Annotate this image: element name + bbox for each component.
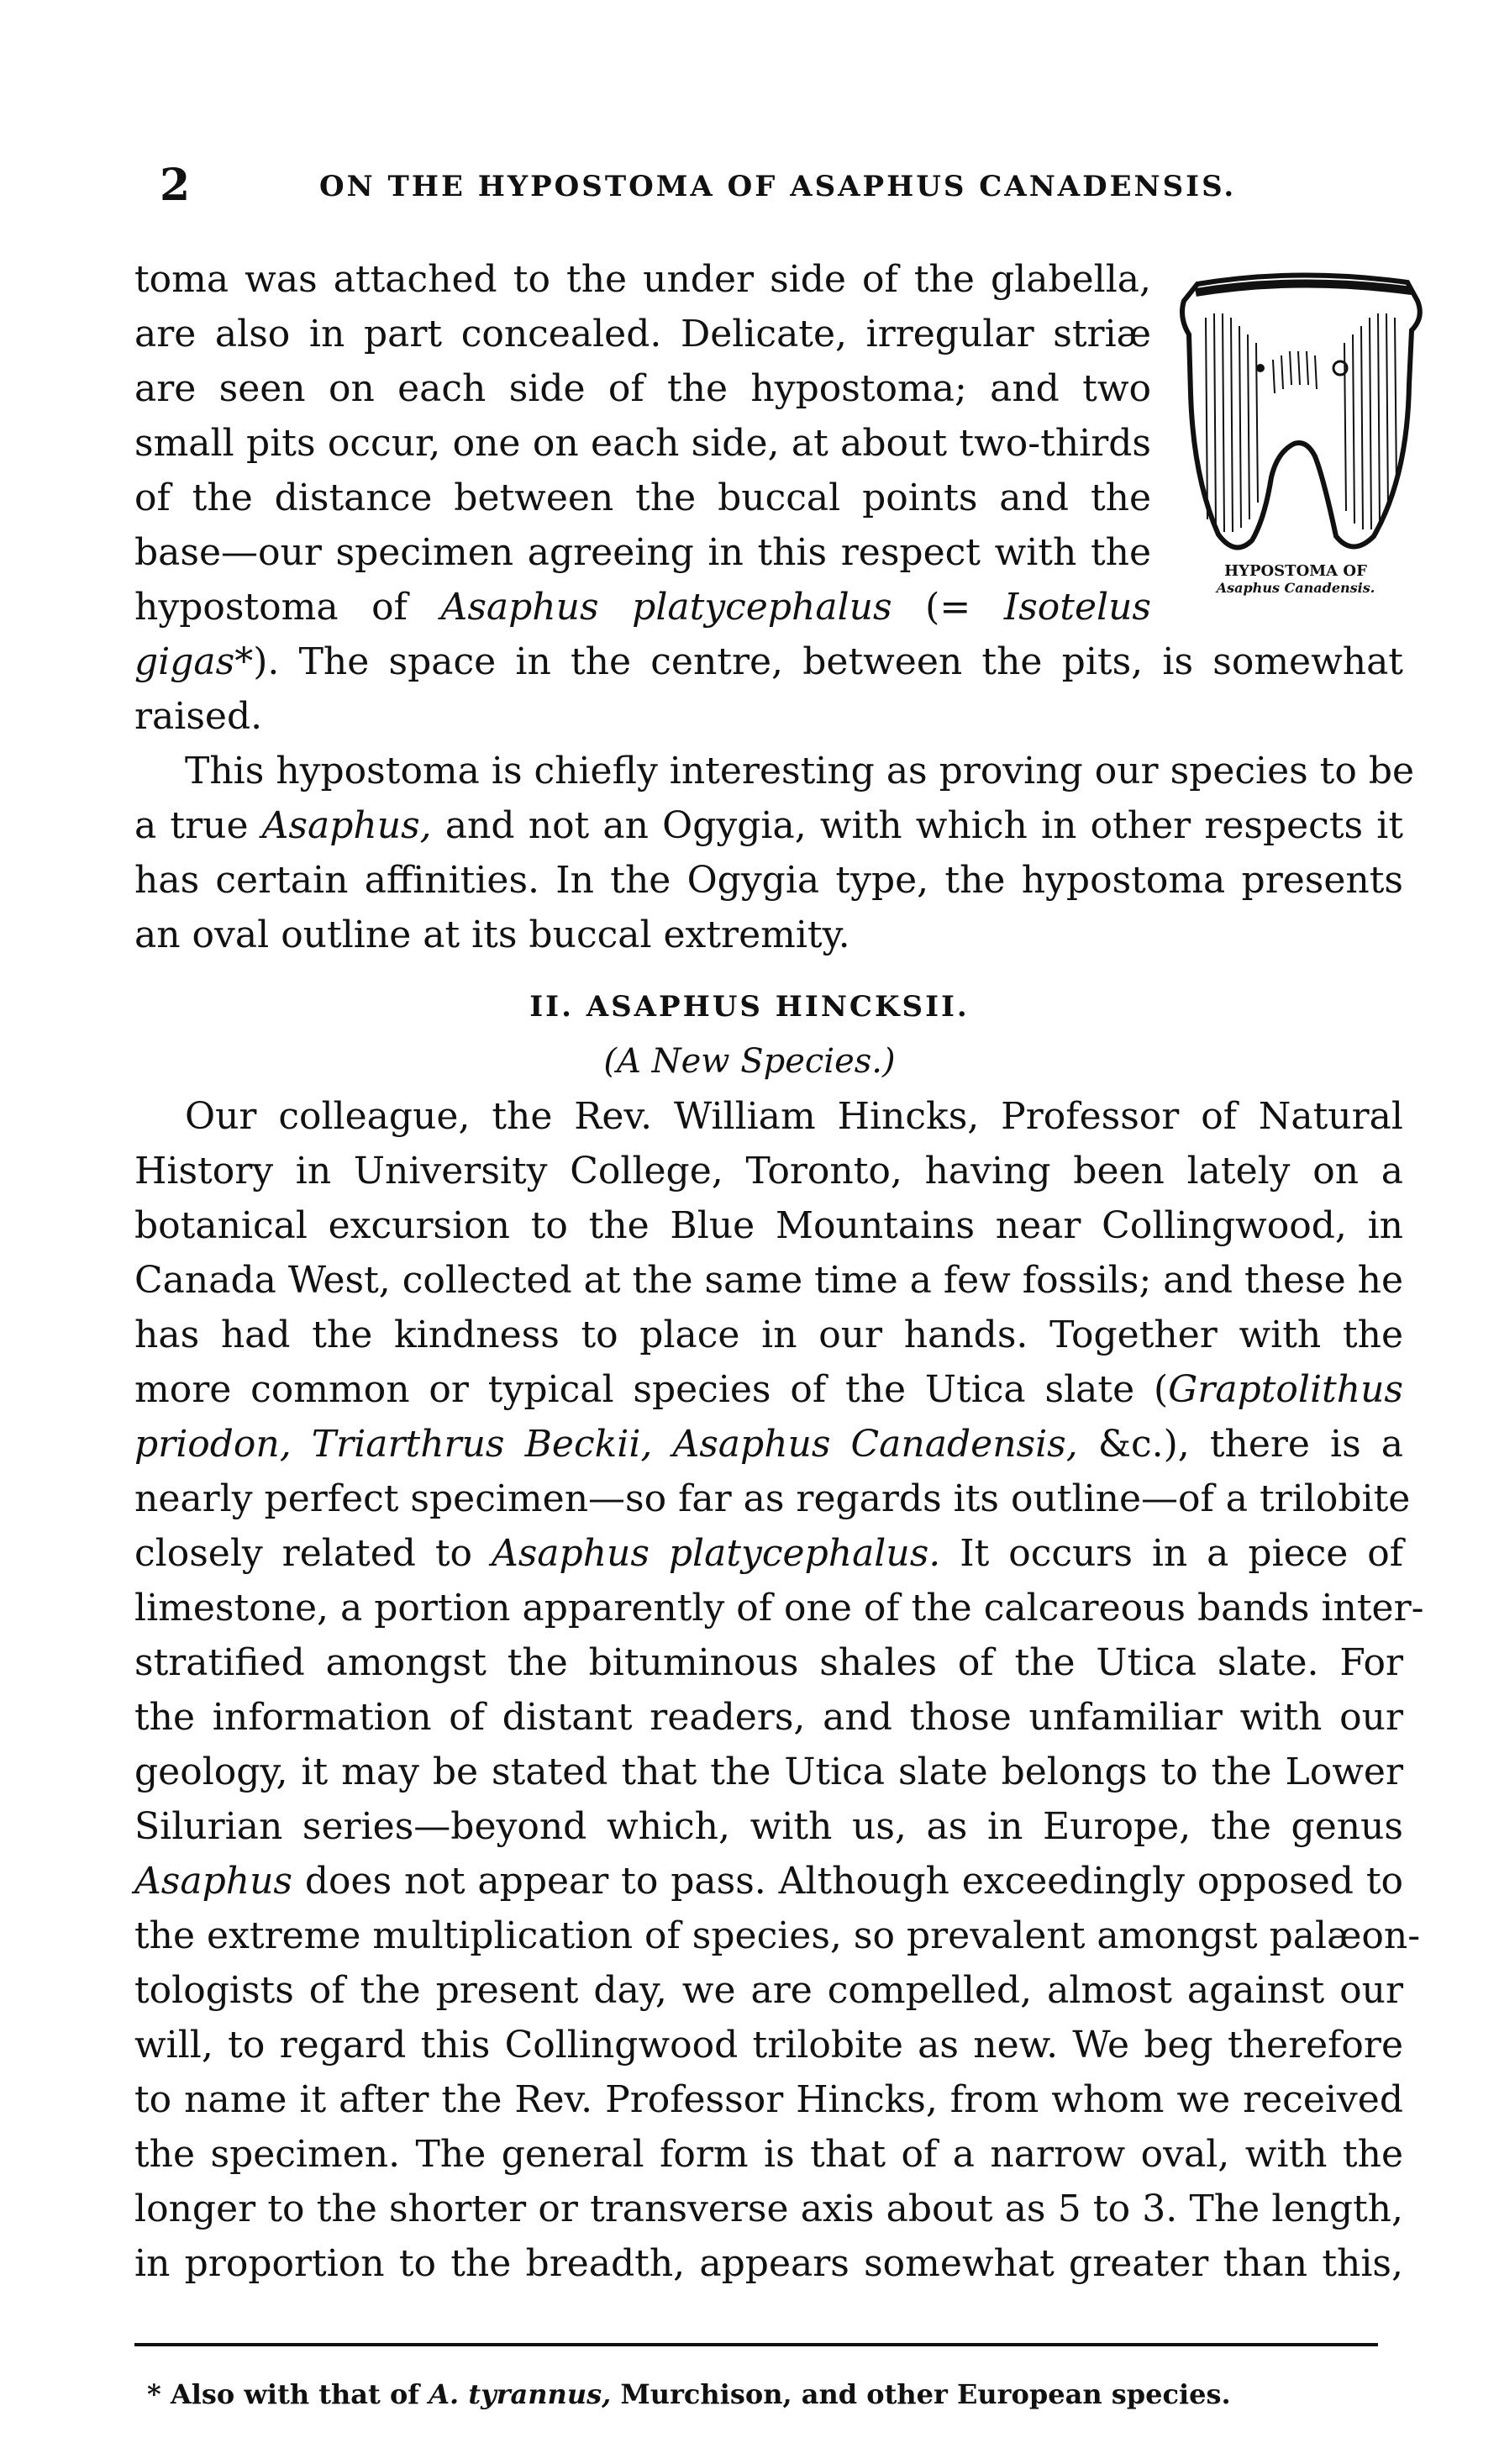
section-subheading: (A New Species.) bbox=[603, 1042, 896, 1081]
hypostoma-drawing bbox=[1172, 267, 1433, 570]
text-line: closely related to Asaphus platycephalus. It occurs in a piece of bbox=[134, 1532, 1403, 1575]
text-line: in proportion to the breadth, appears somewhat greater than this, bbox=[134, 2242, 1403, 2285]
text-line: of the distance between the buccal points and the bbox=[134, 476, 1151, 519]
figure-caption-species: Asaphus Canadensis. bbox=[1216, 580, 1375, 596]
page-header bbox=[160, 160, 1378, 210]
text-line: botanical excursion to the Blue Mountains near Collingwood, in bbox=[134, 1204, 1403, 1247]
text-line: gigas*). The space in the centre, between the pits, is somewhat bbox=[134, 640, 1403, 683]
text-line: hypostoma of Asaphus platycephalus (= Isotelus bbox=[134, 586, 1151, 629]
text-line: geology, it may be stated that the Utica slate belongs to the Lower bbox=[134, 1751, 1403, 1793]
text-line: are also in part concealed. Delicate, irregular striæ bbox=[134, 313, 1151, 355]
section-heading: II. ASAPHUS HINCKSII. bbox=[529, 990, 970, 1024]
text-line: Canada West, collected at the same time a few fossils; and these he bbox=[134, 1259, 1404, 1302]
text-line: Silurian series—beyond which, with us, as in Europe, the genus bbox=[134, 1805, 1403, 1848]
hypostoma-illustration bbox=[1172, 267, 1433, 570]
paragraph-1-continued bbox=[134, 634, 1415, 962]
text-line: tologists of the present day, we are compelled, almost against our bbox=[134, 1969, 1403, 2012]
text-line: toma was attached to the under side of the glabella, bbox=[134, 258, 1151, 301]
text-line: to name it after the Rev. Professor Hincks, from whom we received bbox=[134, 2078, 1403, 2121]
text-line: has certain affinities. In the Ogygia type, the hypostoma presents bbox=[134, 859, 1403, 902]
figure-caption-title: HYPOSTOMA OF bbox=[1224, 562, 1367, 580]
paragraph-1 bbox=[134, 252, 1151, 634]
figure-caption bbox=[1161, 563, 1430, 597]
text-line: the extreme multiplication of species, so prevalent amongst palæon- bbox=[134, 1914, 1421, 1957]
text-line: has had the kindness to place in our hands. Together with the bbox=[134, 1314, 1403, 1356]
page-number: 2 bbox=[160, 160, 191, 211]
footnote-divider bbox=[134, 2343, 1378, 2346]
paragraph-3 bbox=[134, 1089, 1424, 2291]
footnote: * Also with that of A. tyrannus, Murchison, and other European species. bbox=[147, 2378, 1231, 2410]
text-line: longer to the shorter or transverse axis about as 5 to 3. The length, bbox=[134, 2188, 1403, 2230]
text-line: Our colleague, the Rev. William Hincks, Professor of Natural bbox=[185, 1095, 1403, 1138]
text-line: raised. bbox=[134, 695, 263, 738]
text-line: an oval outline at its buccal extremity. bbox=[134, 913, 850, 956]
text-line: priodon, Triarthrus Beckii, Asaphus Canadensis, &c.), there is a bbox=[134, 1423, 1403, 1466]
text-line: History in University College, Toronto, having been lately on a bbox=[134, 1150, 1403, 1193]
text-line: base—our specimen agreeing in this respect with the bbox=[134, 531, 1151, 574]
running-title: ON THE HYPOSTOMA OF ASAPHUS CANADENSIS. bbox=[319, 170, 1237, 203]
text-line: more common or typical species of the Utica slate (Graptolithus bbox=[134, 1368, 1403, 1411]
text-line: small pits occur, one on each side, at about two-thirds bbox=[134, 422, 1151, 465]
text-line: stratified amongst the bituminous shales of the Utica slate. For bbox=[134, 1641, 1403, 1684]
text-line: a true Asaphus, and not an Ogygia, with which in other respects it bbox=[134, 804, 1403, 847]
text-line: nearly perfect specimen—so far as regards its outline—of a trilobite bbox=[134, 1477, 1411, 1520]
text-line: Asaphus does not appear to pass. Although exceedingly opposed to bbox=[134, 1860, 1403, 1903]
text-line: limestone, a portion apparently of one of the calcareous bands inter- bbox=[134, 1587, 1424, 1630]
text-line: This hypostoma is chiefly interesting as proving our species to be bbox=[185, 750, 1415, 792]
text-line: the specimen. The general form is that of a narrow oval, with the bbox=[134, 2133, 1403, 2176]
text-line: the information of distant readers, and those unfamiliar with our bbox=[134, 1696, 1403, 1739]
text-line: will, to regard this Collingwood trilobite as new. We beg therefore bbox=[134, 2024, 1403, 2066]
text-line: are seen on each side of the hypostoma; and two bbox=[134, 367, 1151, 410]
